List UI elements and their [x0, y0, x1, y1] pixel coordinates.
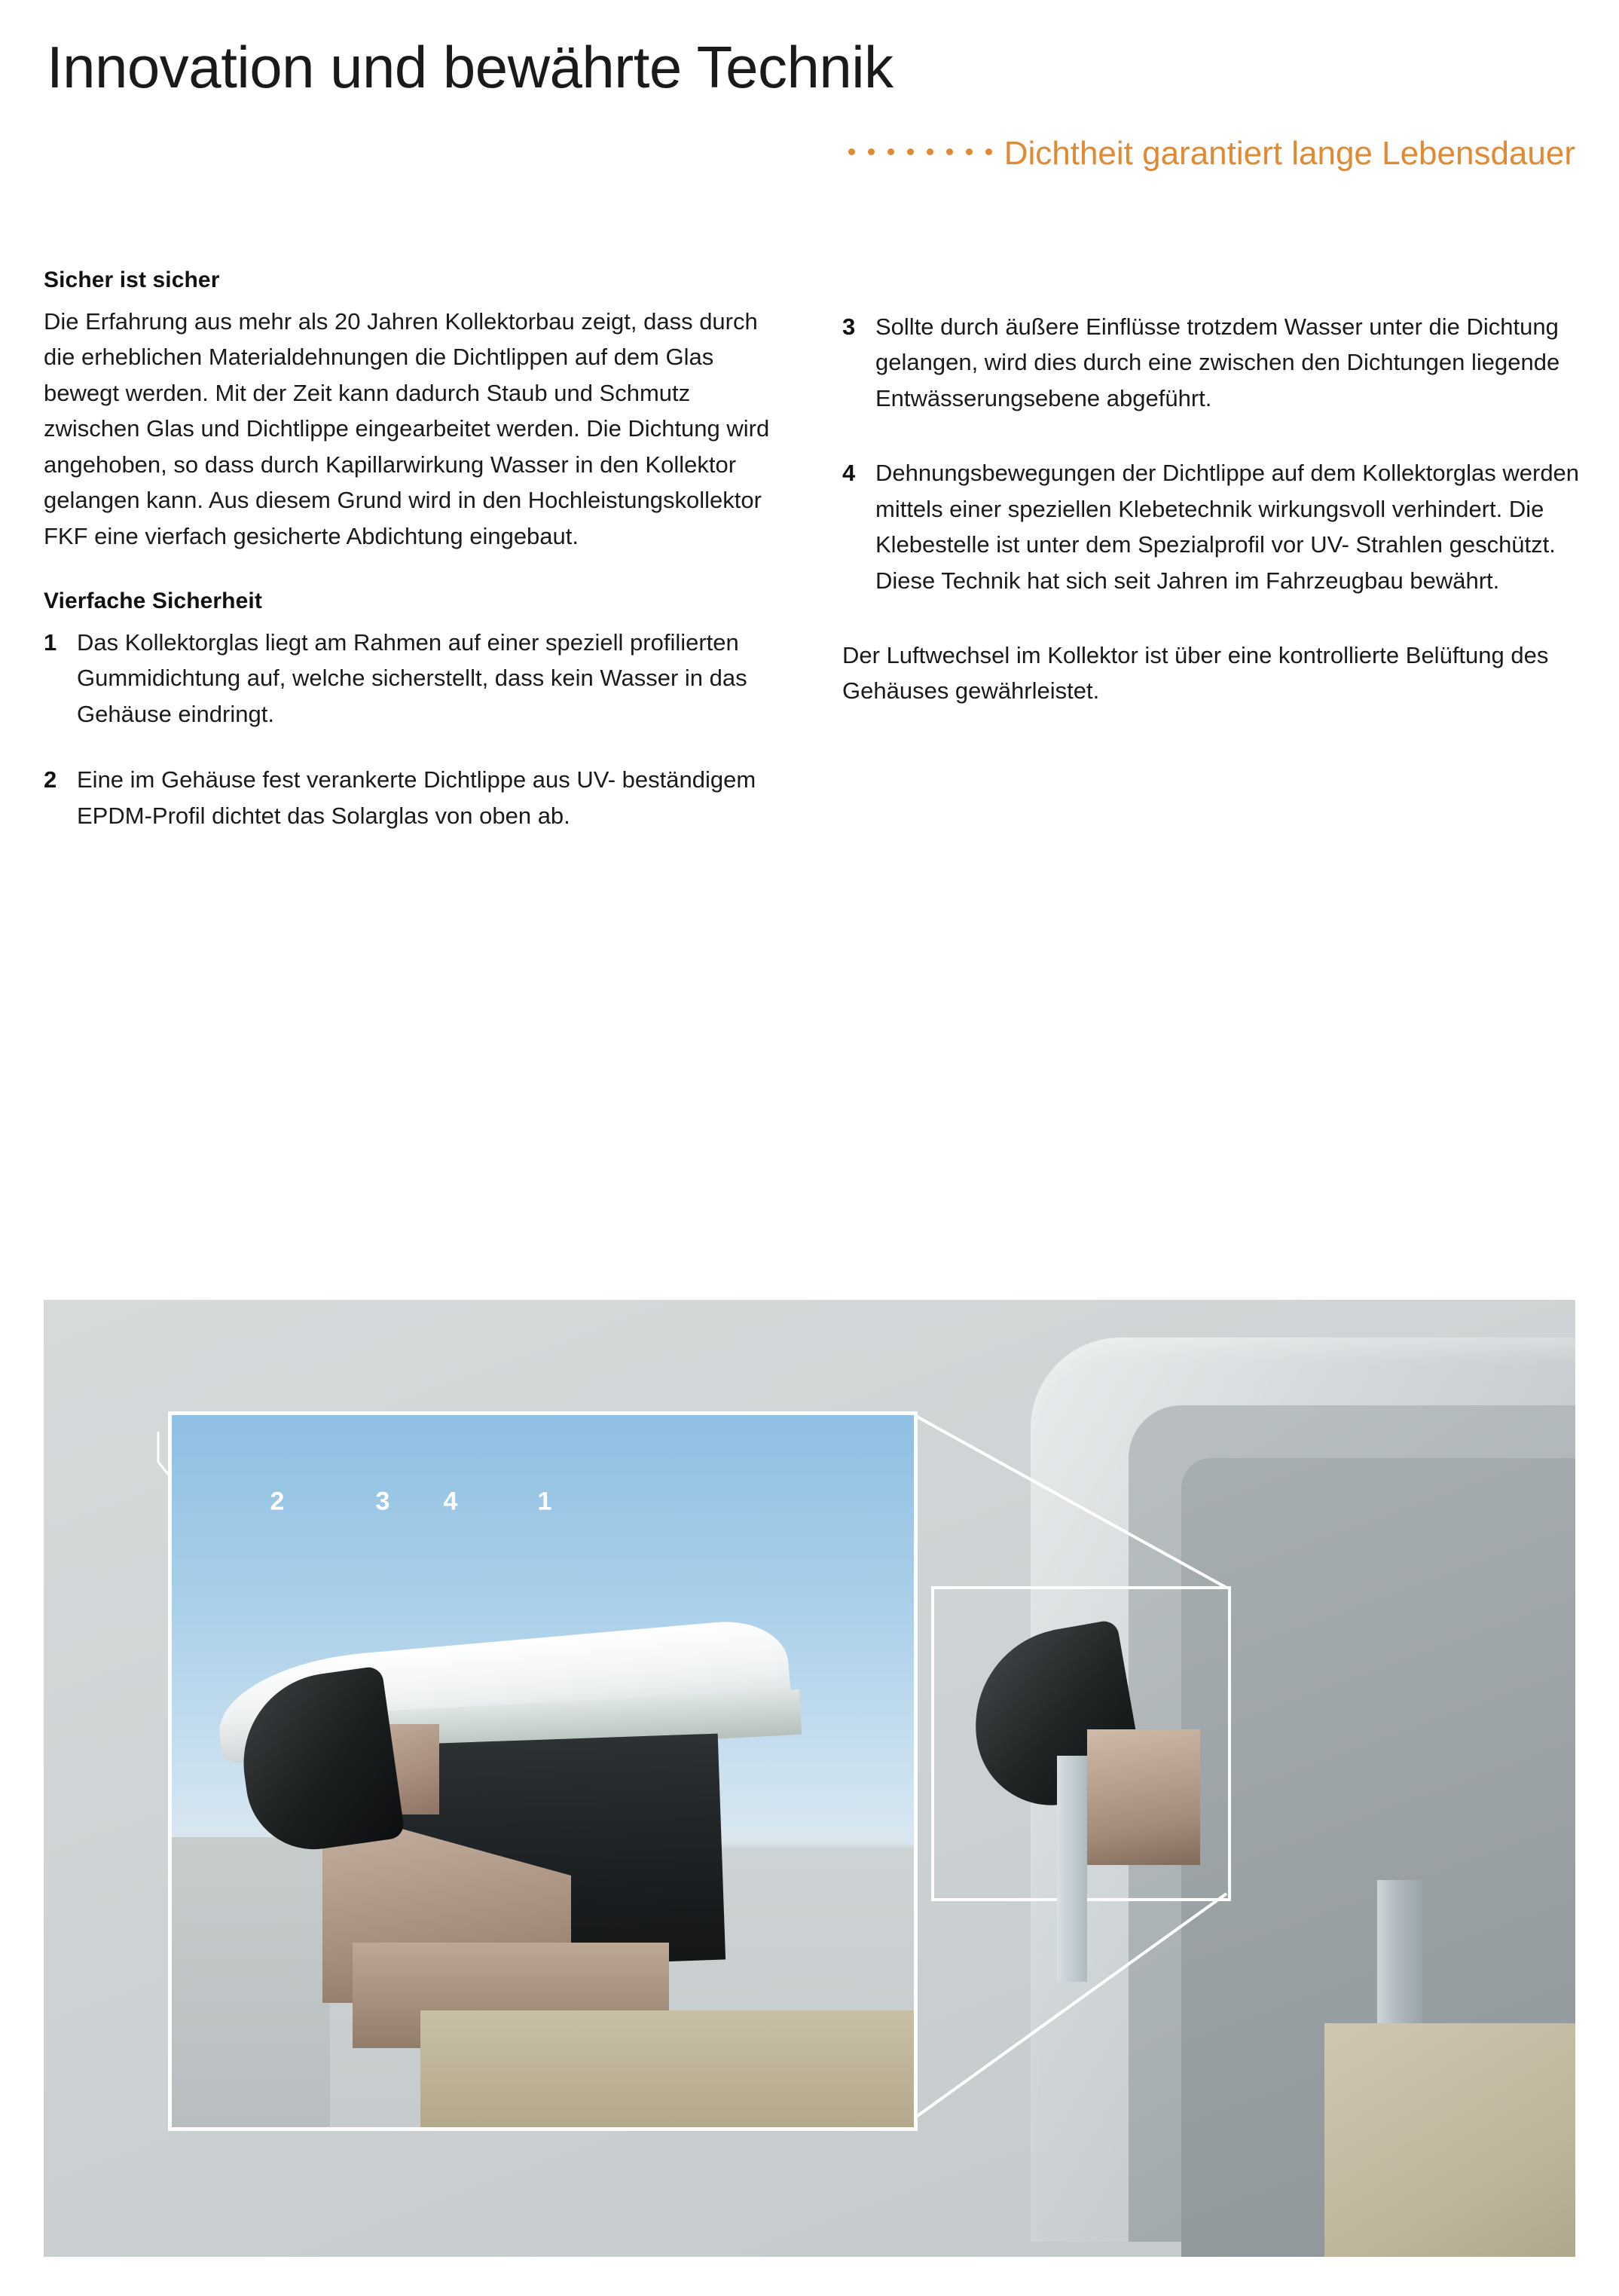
numbered-list-left: [44, 625, 790, 833]
right-text-column: [842, 309, 1588, 732]
list-item: [842, 455, 1588, 598]
callout-number-2: 2: [270, 1487, 285, 1516]
list-item-number: 2: [44, 766, 57, 793]
list-item-number: 3: [842, 313, 856, 340]
callout-number-3: 3: [375, 1487, 390, 1516]
wall-background: [172, 1837, 330, 2131]
heading-sicher-ist-sicher: Sicher ist sicher: [44, 268, 220, 292]
dot-separator-icon: [848, 148, 992, 155]
cross-section-photo: [168, 1411, 918, 2131]
page-title: Innovation und bewährte Technik: [47, 34, 894, 100]
list-item-text: Eine im Gehäuse fest verankerte Dichtlippe aus UV- beständigem EPDM-Profil dichtet das Solarglas von oben ab.: [77, 766, 756, 829]
list-item-text: Sollte durch äußere Einflüsse trotzdem Wasser unter die Dichtung gelangen, wird dies durch eine zwischen den Dichtungen liegende Entwässerungsebene abgeführt.: [875, 313, 1560, 411]
glass-edge-detail: [1057, 1756, 1087, 1982]
list-item: [842, 309, 1588, 416]
list-item-number: 1: [44, 628, 57, 656]
heading-vierfache-sicherheit: Vierfache Sicherheit: [44, 588, 262, 613]
list-item-number: 4: [842, 460, 856, 487]
collector-cross-section-figure: [44, 1300, 1575, 2257]
page-subtitle: Dichtheit garantiert lange Lebensdauer: [1003, 135, 1575, 172]
zoom-region-content: [974, 1616, 1200, 1865]
list-item-text: Das Kollektorglas liegt am Rahmen auf einer speziell profilierten Gummidichtung auf, welche sicherstellt, dass kein Wasser in das Gehäuse eindringt.: [77, 628, 747, 727]
ground-surface: [420, 2010, 918, 2131]
left-text-column: [44, 268, 790, 833]
callout-number-4: 4: [443, 1487, 458, 1516]
list-item-text: Dehnungsbewegungen der Dichtlippe auf dem Kollektorglas werden mittels einer speziellen Klebetechnik wirkungsvoll verhindert. Die Klebestelle ist unter dem Spezialprofil vor UV- Strahlen geschützt. Diese Technik hat sich seit Jahren im Fahrzeugbau bewährt.: [875, 460, 1580, 594]
list-item: [44, 625, 790, 732]
paragraph-intro: Die Erfahrung aus mehr als 20 Jahren Kollektorbau zeigt, dass durch die erheblichen Materialdehnungen die Dichtlippen auf dem Glas bewegt werden. Mit der Zeit kann dadurch Staub und Schmutz zwischen Glas und Dichtlippe eingearbeitet werden. Die Dichtung wird angehoben, so dass durch Kapillarwirkung Wasser in den Kollektor gelangen kann. Aus diesem Grund wird in den Hochleistungskollektor FKF eine vierfach gesicherte Abdichtung eingebaut.: [44, 308, 770, 549]
callout-number-1: 1: [537, 1487, 552, 1516]
collector-ground-area: [1324, 2023, 1575, 2257]
numbered-list-right: [842, 309, 1588, 598]
paragraph-closing: Der Luftwechsel im Kollektor ist über eine kontrollierte Belüftung des Gehäuses gewährleistet.: [842, 641, 1549, 705]
subtitle-row: [848, 137, 1575, 170]
aluminium-profile-detail: [1087, 1729, 1200, 1865]
list-item: [44, 762, 790, 833]
spacer: [44, 554, 790, 589]
